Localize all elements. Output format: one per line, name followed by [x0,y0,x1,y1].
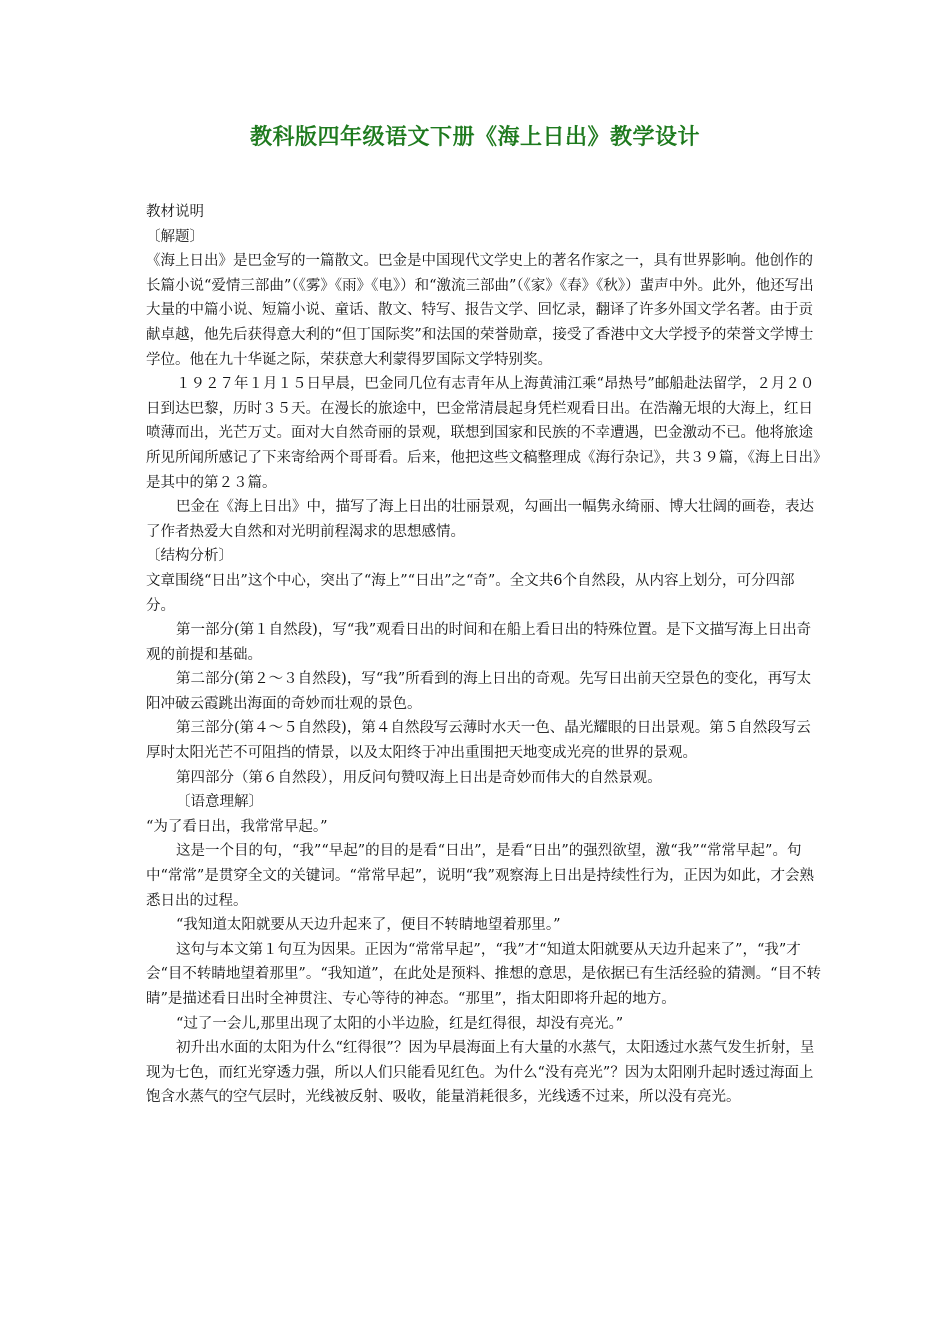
yuyi-quote-1: “为了看日出，我常常早起。” [146,818,328,835]
yuyi-quote-2: “我知道太阳就要从天边升起来了，便目不转睛地望着那里。” [176,917,561,934]
yuyi-answer-2: 这句与本文第１句互为因果。正因为“常常早起”，“我”才“知道太阳就要从天边升起来了”，“我”才会“目不转睛地望着那里”。“我知道”，在此处是预料、推想的意思，是依据已有生活经验的猜测。“目不转睛”是描述看日出时全神贯注、专心等待的神态。“那里”，指太阳即将升起的地方。 [146,941,822,1007]
jieti-label: 〔解题〕 [146,228,204,245]
document-body [146,200,822,1110]
jiegou-paragraph-5: 第四部分（第６自然段），用反问句赞叹海上日出是奇妙而伟大的自然景观。 [176,769,662,786]
yuyi-answer-3: 初升出水面的太阳为什么“红得很”？因为早晨海面上有大量的水蒸气，太阳透过水蒸气发生折射，呈现为七色，而红光穿透力强，所以人们只能看见红色。为什么“没有亮光”？因为太阳刚升起时透过海面上饱含水蒸气的空气层时，光线被反射、吸收，能量消耗很多，光线透不过来，所以没有亮光。 [146,1040,815,1106]
yuyi-quote-3: “过了一会儿,那里出现了太阳的小半边脸，红是红得很，却没有亮光。” [176,1015,624,1032]
yuyi-answer-1: 这是一个目的句，“我”“早起”的目的是看“日出”，是看“日出”的强烈欲望，激“我”“常常早起”。句中“常常”是贯穿全文的关键词。“常常早起”，说明“我”观察海上日出是持续性行为，正因为如此，才会熟悉日出的过程。 [146,843,814,909]
jiegou-paragraph-3: 第二部分(第２～３自然段)，写“我”所看到的海上日出的奇观。先写日出前天空景色的变化，再写太阳冲破云霞跳出海面的奇妙而壮观的景色。 [146,671,812,712]
document-title: 教科版四年级语文下册《海上日出》教学设计 [249,124,700,150]
jieti-paragraph-3: 巴金在《海上日出》中，描写了海上日出的壮丽景观，勾画出一幅隽永绮丽、博大壮阔的画卷，表达了作者热爱大自然和对光明前程渴求的思想感情。 [146,499,814,540]
jiegou-label: 〔结构分析〕 [146,548,233,565]
jieti-paragraph-1: 《海上日出》是巴金写的一篇散文。巴金是中国现代文学史上的著名作家之一，具有世界影响。他创作的长篇小说“爱情三部曲”（《雾》《雨》《电》）和“激流三部曲”（《家》《春》《秋》）蜚声中外。此外，他还写出大量的中篇小说、短篇小说、童话、散文、特写、报告文学、回忆录，翻译了许多外国文学名著。由于贡献卓越，他先后获得意大利的“但丁国际奖”和法国的荣誉勋章，接受了香港中文大学授予的荣誉文学博士学位。他在九十华诞之际，荣获意大利蒙得罗国际文学特别奖。 [146,253,814,368]
jieti-paragraph-2: １９２７年１月１５日早晨，巴金同几位有志青年从上海黄浦江乘“昂热号”邮船赴法留学，２月２０日到达巴黎，历时３５天。在漫长的旅途中，巴金常清晨起身凭栏观看日出。在浩瀚无垠的大海上，红日喷薄而出，光芒万丈。面对大自然奇丽的景观，联想到国家和民族的不幸遭遇，巴金激动不已。他将旅途所见所闻所感记了下来寄给两个哥哥看。后来，他把这些文稿整理成《海行杂记》，共３９篇，《海上日出》是其中的第２３篇。 [146,376,821,491]
jiegou-paragraph-2: 第一部分(第１自然段)，写“我”观看日出的时间和在船上看日出的特殊位置。是下文描写海上日出奇观的前提和基础。 [146,622,812,663]
jiegou-paragraph-4: 第三部分(第４～５自然段)，第４自然段写云薄时水天一色、晶光耀眼的日出景观。第５自然段写云厚时太阳光芒不可阻挡的情景，以及太阳终于冲出重围把天地变成光亮的世界的景观。 [146,720,811,762]
yuyi-label: 〔语意理解〕 [176,794,263,811]
section-heading: 教材说明 [146,204,204,220]
jiegou-paragraph-1: 文章围绕“日出”这个中心，突出了“海上”“日出”之“奇”。全文共6个自然段，从内容上划分，可分四部分。 [146,572,795,614]
